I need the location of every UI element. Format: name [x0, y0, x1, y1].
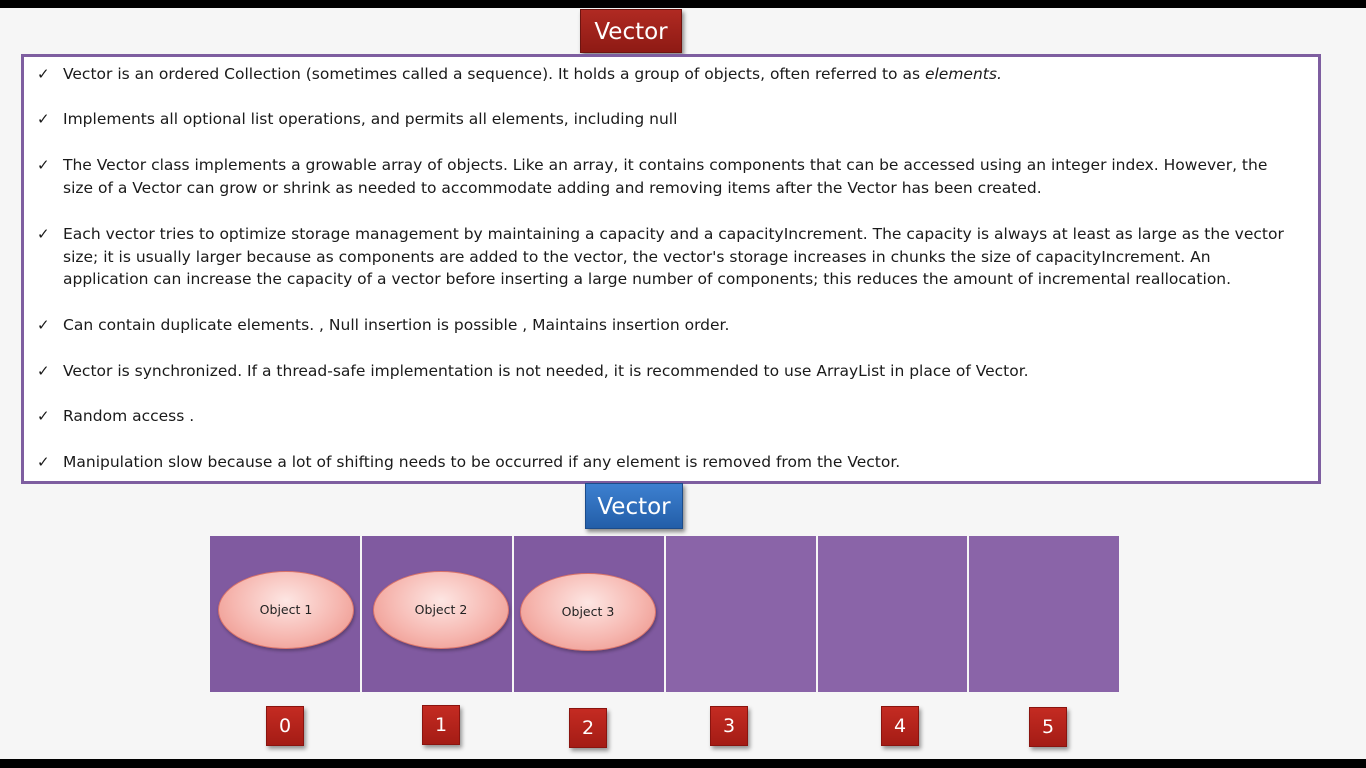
- bullet-text: Manipulation slow because a lot of shifting needs to be occurred if any element is removed from the Vector.: [63, 453, 901, 471]
- bullet-text: Random access .: [63, 407, 195, 425]
- bullet-item: [37, 314, 1299, 337]
- bullet-text: Can contain duplicate elements. , Null insertion is possible , Maintains insertion order.: [63, 316, 730, 334]
- bullet-emphasis: elements.: [924, 65, 1002, 83]
- check-icon: ✓: [37, 362, 50, 380]
- bullet-text: Each vector tries to optimize storage management by maintaining a capacity and a capacityIncrement. The capacity is always at least as large as the vector size; it is usually larger because as components are added to the vector, the vector's storage increases in chunks the size of capacityIncrement. An application can increase the capacity of a vector before inserting a large number of components; this reduces the amount of incremental reallocation.: [63, 225, 1284, 289]
- index-badge: 0: [266, 706, 304, 746]
- vector-cell-5: [969, 536, 1119, 692]
- vector-cell-4: [818, 536, 967, 692]
- slide-title: Vector: [580, 9, 682, 53]
- bullet-item: [37, 451, 1299, 474]
- index-badge: 5: [1029, 707, 1067, 747]
- index-badge: 1: [422, 705, 460, 745]
- check-icon: ✓: [37, 453, 50, 471]
- check-icon: ✓: [37, 407, 50, 425]
- bullet-item: [37, 154, 1299, 199]
- index-badge: 3: [710, 706, 748, 746]
- check-icon: ✓: [37, 225, 50, 243]
- bullet-text: Implements all optional list operations, and permits all elements, including null: [63, 110, 678, 128]
- check-icon: ✓: [37, 65, 50, 83]
- check-icon: ✓: [37, 316, 50, 334]
- bullet-item: [37, 223, 1299, 291]
- top-border: [0, 0, 1366, 8]
- object-ellipse: Object 2: [373, 571, 509, 649]
- bullet-item: [37, 108, 1299, 131]
- bullet-item: [37, 360, 1299, 383]
- check-icon: ✓: [37, 156, 50, 174]
- bullet-text: The Vector class implements a growable array of objects. Like an array, it contains components that can be accessed using an integer index. However, the size of a Vector can grow or shrink as needed to accommodate adding and removing items after the Vector has been created.: [63, 156, 1268, 197]
- index-badge: 2: [569, 708, 607, 748]
- bullet-item: [37, 63, 1299, 86]
- bullet-panel: [21, 54, 1321, 484]
- vector-diagram-label: Vector: [585, 483, 683, 529]
- check-icon: ✓: [37, 110, 50, 128]
- bullet-item: [37, 405, 1299, 428]
- index-badge: 4: [881, 706, 919, 746]
- object-ellipse: Object 3: [520, 573, 656, 651]
- bullet-text: Vector is an ordered Collection (sometimes called a sequence). It holds a group of objects, often referred to as elements.: [63, 65, 1002, 83]
- object-ellipse: Object 1: [218, 571, 354, 649]
- vector-cell-3: [666, 536, 816, 692]
- bullet-text: Vector is synchronized. If a thread-safe implementation is not needed, it is recommended to use ArrayList in place of Vector.: [63, 362, 1029, 380]
- bottom-border: [0, 759, 1366, 768]
